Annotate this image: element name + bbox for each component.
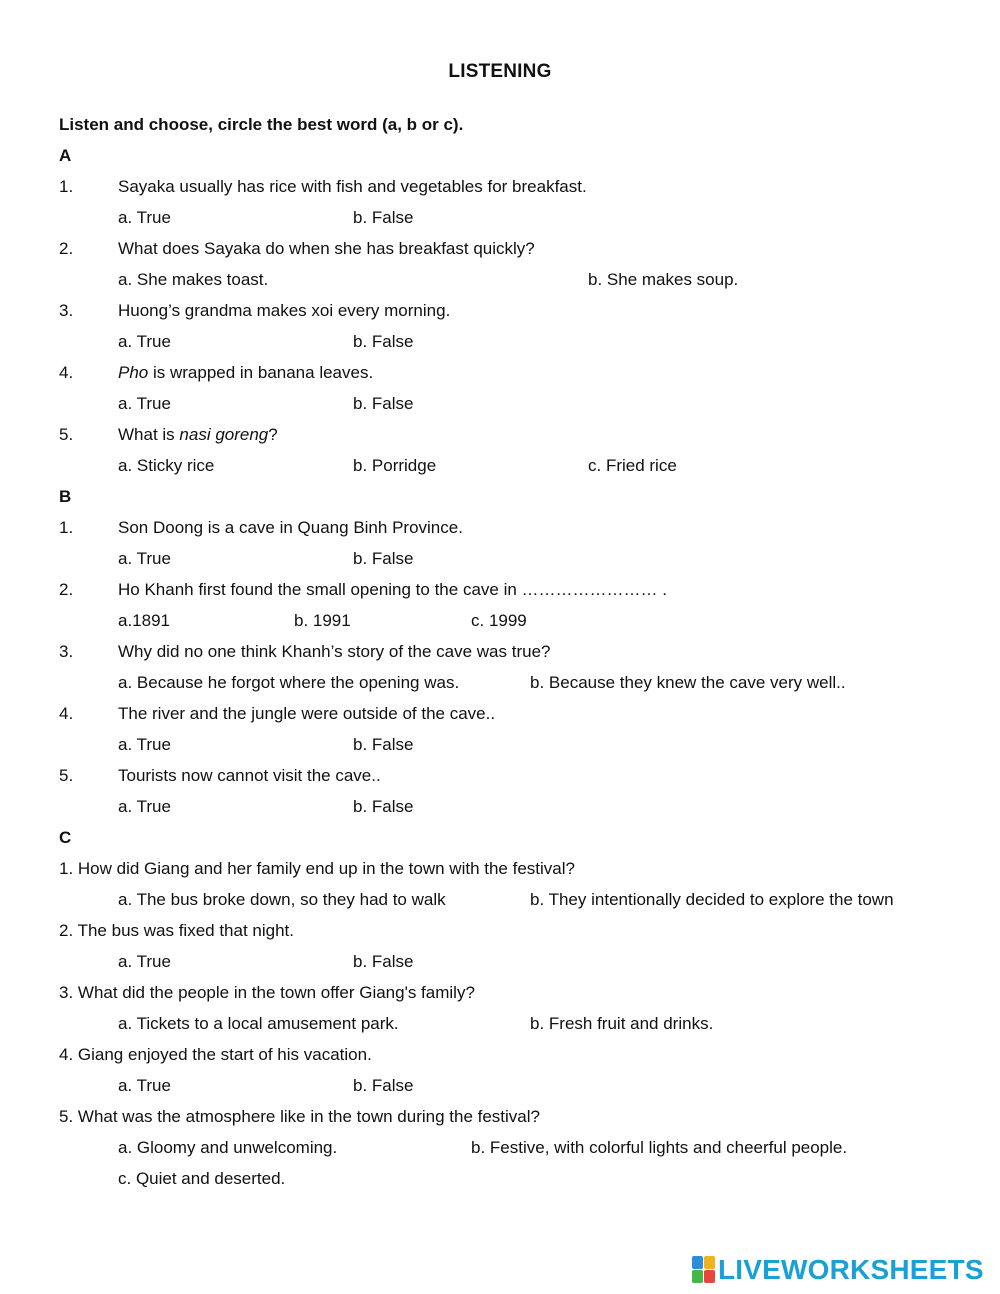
- question-number: 5.: [59, 766, 74, 785]
- option-a[interactable]: a.1891: [118, 611, 170, 630]
- question-number: 2.: [59, 239, 74, 258]
- liveworksheets-logo-icon: [692, 1256, 716, 1284]
- option-a[interactable]: a. True: [118, 952, 171, 971]
- option-b[interactable]: b. Festive, with colorful lights and cheerful people.: [471, 1138, 848, 1157]
- question-text: 3. What did the people in the town offer Giang's family?: [59, 983, 475, 1002]
- option-b[interactable]: b. False: [353, 1076, 414, 1095]
- question-number: 2.: [59, 580, 74, 599]
- option-b[interactable]: b. Porridge: [353, 456, 437, 475]
- question-text: What is nasi goreng?: [118, 425, 278, 444]
- question-number: 3.: [59, 642, 74, 661]
- option-a[interactable]: a. True: [118, 1076, 171, 1095]
- question-text: Sayaka usually has rice with fish and vegetables for breakfast.: [118, 177, 587, 196]
- option-b[interactable]: b. False: [353, 208, 414, 227]
- question-text: Ho Khanh first found the small opening to the cave in …………………… .: [118, 580, 667, 599]
- question-number: 1.: [59, 518, 74, 537]
- option-b[interactable]: b. False: [353, 797, 414, 816]
- liveworksheets-logo[interactable]: [692, 1254, 984, 1286]
- question-text: 1. How did Giang and her family end up in the town with the festival?: [59, 859, 575, 878]
- question-number: 5.: [59, 425, 74, 444]
- option-a[interactable]: a. True: [118, 332, 171, 351]
- question-text: Tourists now cannot visit the cave..: [118, 766, 381, 785]
- question-text: Huong’s grandma makes xoi every morning.: [118, 301, 451, 320]
- option-a[interactable]: a. True: [118, 797, 171, 816]
- option-b[interactable]: b. Because they knew the cave very well..: [530, 673, 846, 692]
- question-text: The river and the jungle were outside of the cave..: [118, 704, 496, 723]
- option-a[interactable]: a. True: [118, 394, 171, 413]
- option-b[interactable]: b. They intentionally decided to explore the town: [530, 890, 894, 909]
- option-a[interactable]: a. She makes toast.: [118, 270, 269, 289]
- question-text: Why did no one think Khanh’s story of the cave was true?: [118, 642, 551, 661]
- question-number: 4.: [59, 363, 74, 382]
- brand-name: LIVEWORKSHEETS: [718, 1254, 984, 1285]
- option-a[interactable]: a. Because he forgot where the opening was.: [118, 673, 460, 692]
- question-text: Pho is wrapped in banana leaves.: [118, 363, 374, 382]
- page-title: LISTENING: [448, 61, 552, 82]
- option-c[interactable]: c. 1999: [471, 611, 527, 630]
- question-number: 4.: [59, 704, 74, 723]
- option-b[interactable]: b. 1991: [294, 611, 351, 630]
- option-b[interactable]: b. Fresh fruit and drinks.: [530, 1014, 714, 1033]
- option-b[interactable]: b. False: [353, 952, 414, 971]
- option-a[interactable]: a. Tickets to a local amusement park.: [118, 1014, 399, 1033]
- option-c[interactable]: c. Fried rice: [588, 456, 677, 475]
- option-a[interactable]: a. True: [118, 208, 171, 227]
- option-a[interactable]: a. Sticky rice: [118, 456, 215, 475]
- option-a[interactable]: a. The bus broke down, so they had to walk: [118, 890, 446, 909]
- question-text: 2. The bus was fixed that night.: [59, 921, 294, 940]
- option-b[interactable]: b. She makes soup.: [588, 270, 739, 289]
- option-b[interactable]: b. False: [353, 332, 414, 351]
- option-a[interactable]: a. True: [118, 549, 171, 568]
- question-number: 3.: [59, 301, 74, 320]
- option-a[interactable]: a. True: [118, 735, 171, 754]
- question-text: 4. Giang enjoyed the start of his vacation.: [59, 1045, 372, 1064]
- question-text: Son Doong is a cave in Quang Binh Province.: [118, 518, 463, 537]
- question-number: 1.: [59, 177, 74, 196]
- option-b[interactable]: b. False: [353, 735, 414, 754]
- option-a[interactable]: a. Gloomy and unwelcoming.: [118, 1138, 338, 1157]
- option-b[interactable]: b. False: [353, 549, 414, 568]
- question-text: What does Sayaka do when she has breakfast quickly?: [118, 239, 535, 258]
- option-c[interactable]: c. Quiet and deserted.: [118, 1169, 286, 1188]
- option-b[interactable]: b. False: [353, 394, 414, 413]
- question-text: 5. What was the atmosphere like in the town during the festival?: [59, 1107, 540, 1126]
